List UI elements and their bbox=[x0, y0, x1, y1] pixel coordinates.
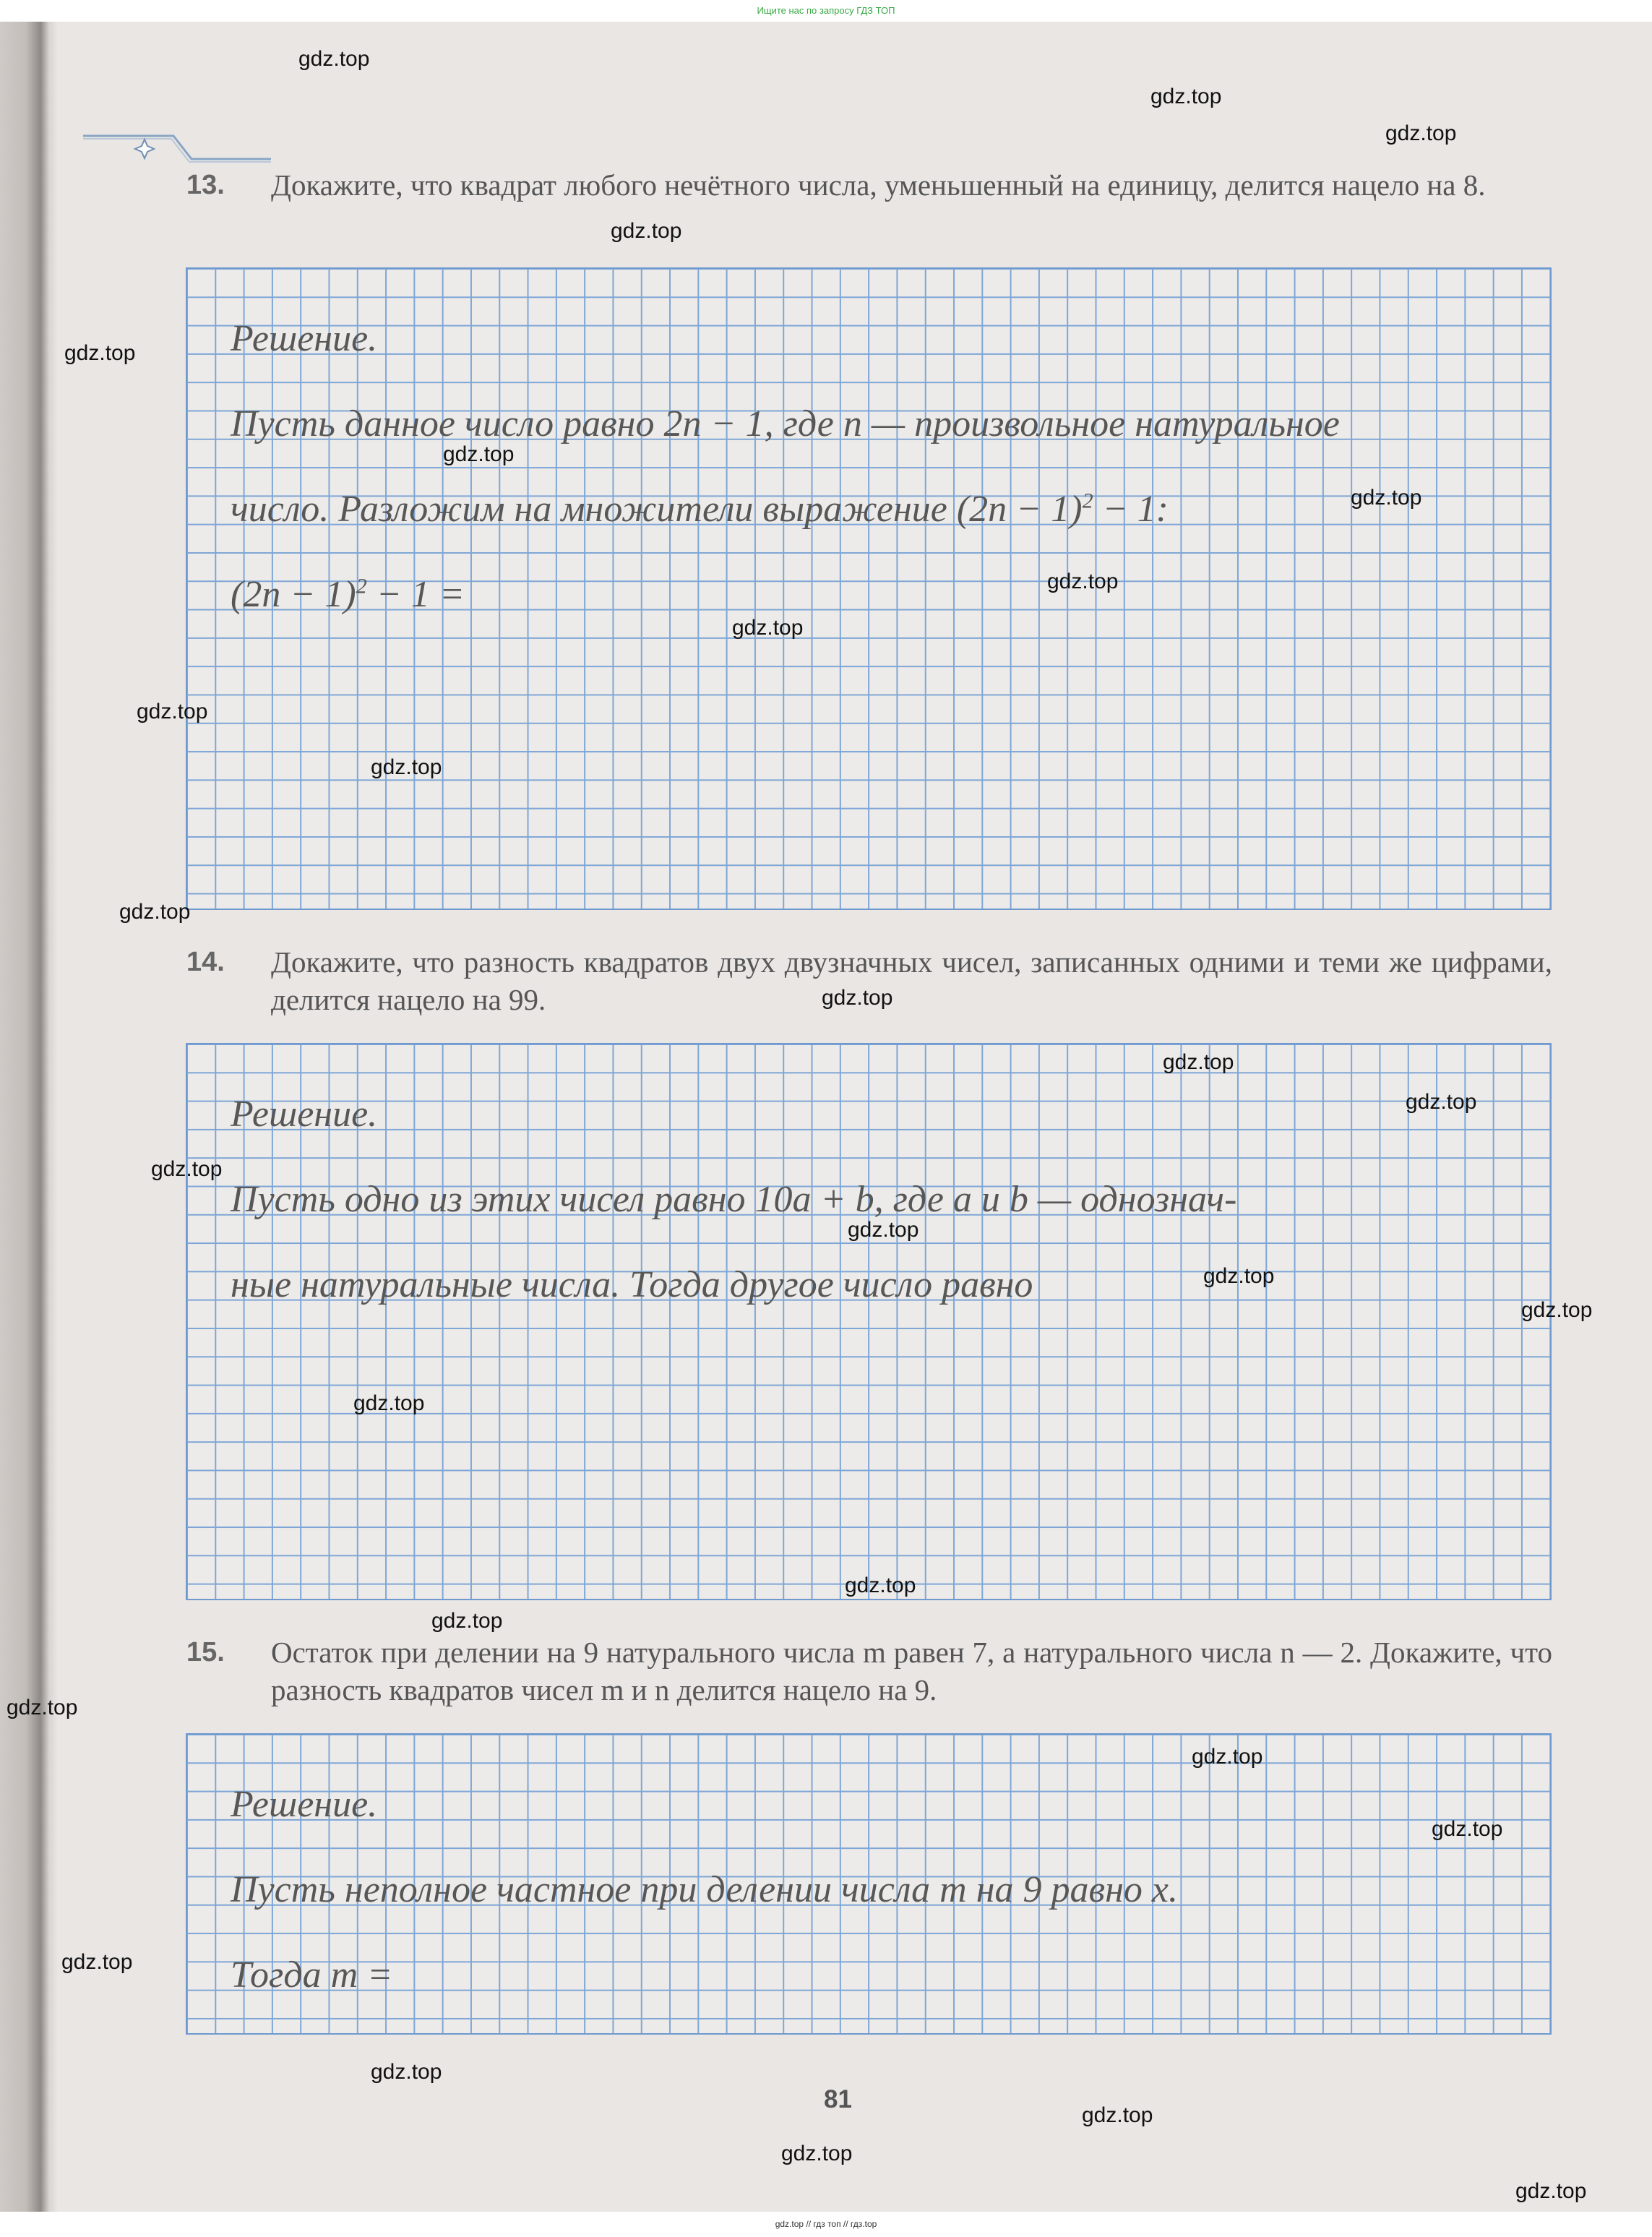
task-number: 14. bbox=[186, 947, 225, 977]
watermark: gdz.top bbox=[845, 1573, 916, 1597]
watermark: gdz.top bbox=[1385, 121, 1457, 145]
watermark: gdz.top bbox=[353, 1391, 425, 1415]
solution-line: $(2n - 1)^2 - 1$ = bbox=[231, 574, 465, 615]
solution-heading: Решение. bbox=[231, 1784, 378, 1825]
watermark: gdz.top bbox=[371, 755, 442, 779]
solution-grid-14 bbox=[186, 1043, 1552, 1600]
watermark: gdz.top bbox=[371, 2060, 442, 2084]
watermark: gdz.top bbox=[1203, 1264, 1275, 1288]
task-number: 13. bbox=[186, 170, 225, 200]
task-statement: Остаток при делении на 9 натурального числа m равен 7, а натурального числа n — 2. Докажите, что разность квадратов чисел m и n делится нацело на 9. bbox=[271, 1636, 1552, 1706]
watermark: gdz.top bbox=[1432, 1817, 1503, 1841]
solution-line: Пусть одно из этих чисел равно 10a + b, где a и b — однознач- bbox=[231, 1179, 1237, 1220]
solution-line: Пусть данное число равно 2n − 1, где n — произвольное натуральное bbox=[231, 403, 1340, 445]
watermark: gdz.top bbox=[732, 616, 804, 640]
top-banner: Ищите нас по запросу ГДЗ ТОП bbox=[757, 5, 895, 16]
watermark: gdz.top bbox=[1192, 1745, 1263, 1769]
watermark: gdz.top bbox=[61, 1950, 133, 1974]
watermark: gdz.top bbox=[848, 1218, 919, 1242]
watermark: gdz.top bbox=[781, 2142, 853, 2165]
watermark: gdz.top bbox=[64, 341, 136, 365]
watermark: gdz.top bbox=[1406, 1090, 1477, 1114]
bottom-footer: gdz.top // гдз топ // гдз.top bbox=[775, 2219, 877, 2229]
page-spine-shadow bbox=[0, 22, 58, 2212]
solution-grid-15 bbox=[186, 1733, 1552, 2035]
watermark: gdz.top bbox=[137, 700, 208, 724]
solution-line: ные натуральные числа. Тогда другое число равно bbox=[231, 1264, 1033, 1305]
watermark: gdz.top bbox=[1521, 1298, 1593, 1322]
solution-line: число. Разложим на множители выражение $(2n - 1)^2 - 1$: bbox=[231, 489, 1169, 530]
solution-heading: Решение. bbox=[231, 1094, 378, 1135]
decorative-star-line bbox=[83, 130, 278, 166]
watermark: gdz.top bbox=[1515, 2179, 1587, 2203]
watermark: gdz.top bbox=[1163, 1050, 1234, 1074]
page-number: 81 bbox=[824, 2085, 852, 2113]
watermark: gdz.top bbox=[443, 442, 515, 466]
watermark: gdz.top bbox=[1047, 570, 1119, 593]
watermark: gdz.top bbox=[1150, 85, 1222, 108]
watermark: gdz.top bbox=[151, 1157, 223, 1181]
watermark: gdz.top bbox=[431, 1609, 503, 1633]
task-statement: Докажите, что разность квадратов двух двузначных чисел, записанных одними и теми же цифрами, делится нацело на 99. bbox=[271, 945, 1552, 1016]
task-15 bbox=[186, 1633, 1552, 1709]
task-number: 15. bbox=[186, 1637, 225, 1667]
task-13 bbox=[186, 166, 1552, 204]
task-statement: Докажите, что квадрат любого нечётного числа, уменьшенный на единицу, делится нацело на 8. bbox=[271, 168, 1486, 202]
solution-grid-13 bbox=[186, 267, 1552, 910]
watermark: gdz.top bbox=[1082, 2103, 1153, 2127]
watermark: gdz.top bbox=[822, 986, 893, 1010]
watermark: gdz.top bbox=[298, 47, 370, 71]
solution-line: Тогда m = bbox=[231, 1954, 393, 1996]
watermark: gdz.top bbox=[7, 1696, 78, 1719]
watermark: gdz.top bbox=[611, 219, 682, 243]
solution-line: Пусть неполное частное при делении числа m на 9 равно x. bbox=[231, 1869, 1178, 1910]
watermark: gdz.top bbox=[119, 900, 191, 924]
solution-heading: Решение. bbox=[231, 318, 378, 359]
watermark: gdz.top bbox=[1351, 486, 1422, 510]
